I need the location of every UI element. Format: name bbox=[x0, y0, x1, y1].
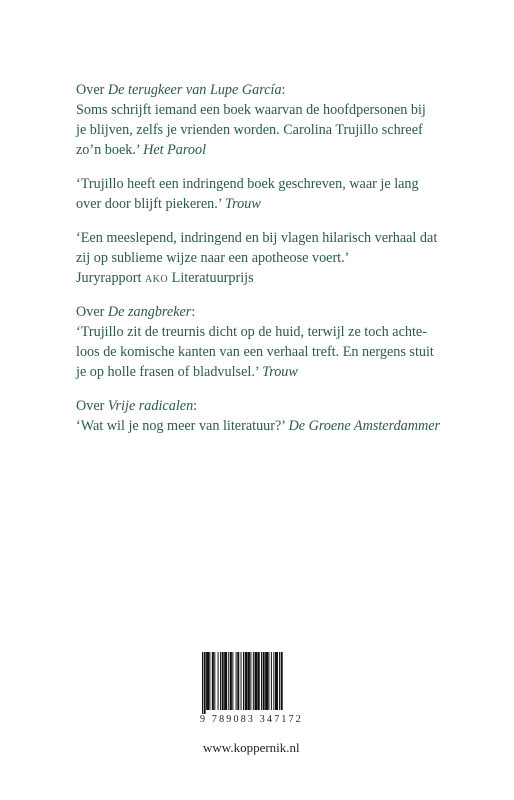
quote-line-with-source bbox=[76, 362, 496, 382]
quote-line: ‘Een meeslepend, indringend en bij vlagen hilarisch verhaal dat bbox=[76, 230, 438, 246]
quote-line: loos de komische kanten van een verhaal treft. En nergens stuit bbox=[76, 344, 434, 360]
quote-line: over door blijft piekeren.’ bbox=[76, 196, 222, 212]
quote-line: zij op sublieme wijze naar een apotheose voert.’ bbox=[76, 250, 350, 266]
barcode-bar bbox=[261, 652, 262, 710]
barcode-bar bbox=[218, 652, 219, 710]
barcode-bar bbox=[230, 652, 232, 710]
quote-line-with-source bbox=[76, 194, 496, 214]
barcode-bar bbox=[222, 652, 224, 710]
barcode-bar bbox=[220, 652, 221, 710]
barcode-bar bbox=[281, 652, 283, 710]
barcode-bar bbox=[268, 652, 269, 710]
quote-line-with-source bbox=[76, 416, 496, 436]
barcode-bar bbox=[243, 652, 244, 710]
blurb-vrije-radicalen bbox=[76, 396, 496, 436]
isbn-barcode bbox=[200, 652, 310, 726]
barcode-bar bbox=[275, 652, 278, 710]
barcode-bar bbox=[265, 652, 268, 710]
blurb-trouw-1 bbox=[76, 174, 496, 214]
quote-line: ‘Trujillo heeft een indringend boek geschreven, waar je lang bbox=[76, 176, 419, 192]
barcode-bar bbox=[258, 652, 260, 710]
quote-source: Trouw bbox=[262, 364, 298, 380]
quote-line: je op holle frasen of bladvulsel.’ bbox=[76, 364, 259, 380]
barcode-bar bbox=[232, 652, 233, 710]
barcode-graphic bbox=[200, 652, 310, 714]
blurb-intro-colon: : bbox=[191, 304, 196, 320]
blurb-intro: Over bbox=[76, 304, 108, 320]
barcode-bar bbox=[224, 652, 227, 710]
attribution-prize-name: ako bbox=[144, 270, 169, 286]
barcode-bar bbox=[273, 652, 274, 710]
blurb-lupe-garcia bbox=[76, 80, 496, 160]
attribution-suffix: Literatuurprijs bbox=[168, 270, 254, 286]
barcode-bar bbox=[202, 652, 203, 714]
quote-line: zo’n boek.’ bbox=[76, 142, 140, 158]
barcode-bar bbox=[237, 652, 239, 710]
blurb-zangbreker bbox=[76, 302, 496, 382]
barcode-bar bbox=[279, 652, 280, 710]
blurb-jury-report bbox=[76, 228, 496, 288]
publisher-website[interactable]: www.koppernik.nl bbox=[203, 740, 300, 755]
blurb-intro: Over bbox=[76, 398, 108, 414]
quote-line-with-source bbox=[76, 140, 496, 160]
blurb-heading bbox=[76, 396, 496, 416]
barcode-bar bbox=[248, 652, 250, 710]
review-quotes bbox=[76, 80, 496, 450]
book-title: Vrije radicalen bbox=[107, 398, 194, 414]
barcode-bar bbox=[250, 652, 251, 710]
barcode-bar bbox=[254, 652, 257, 710]
barcode-bar bbox=[214, 652, 215, 710]
barcode-bar bbox=[241, 652, 242, 710]
blurb-heading bbox=[76, 302, 496, 322]
barcode-bar bbox=[209, 652, 210, 710]
quote-source: Het Parool bbox=[143, 142, 207, 158]
blurb-heading bbox=[76, 80, 496, 100]
barcode-bar bbox=[236, 652, 237, 710]
isbn-number: 9 789083 347172 bbox=[200, 714, 303, 725]
blurb-intro: Over bbox=[76, 82, 108, 98]
quote-attribution bbox=[76, 268, 496, 288]
barcode-bar bbox=[204, 652, 206, 714]
book-title: De terugkeer van Lupe García bbox=[107, 82, 282, 98]
barcode-bar bbox=[206, 652, 209, 710]
quote-source: Trouw bbox=[225, 196, 261, 212]
quote-line: Soms schrijft iemand een boek waarvan de hoofdpersonen bij bbox=[76, 102, 426, 118]
barcode-bar bbox=[245, 652, 248, 710]
book-title: De zangbreker bbox=[107, 304, 192, 320]
quote-line: je blijven, zelfs je vrienden worden. Carolina Trujillo schreef bbox=[76, 122, 423, 138]
barcode-bar bbox=[253, 652, 254, 710]
barcode-bar bbox=[271, 652, 272, 710]
quote-source: De Groene Amsterdammer bbox=[288, 418, 441, 434]
barcode-bar bbox=[212, 652, 214, 710]
blurb-intro-colon: : bbox=[281, 82, 286, 98]
barcode-bar bbox=[228, 652, 229, 710]
quote-line: ‘Trujillo zit de treurnis dicht op de huid, terwijl ze toch achte- bbox=[76, 324, 427, 340]
blurb-intro-colon: : bbox=[193, 398, 198, 414]
attribution-prefix: Juryrapport bbox=[76, 270, 145, 286]
quote-line: ‘Wat wil je nog meer van literatuur?’ bbox=[76, 418, 285, 434]
barcode-bar bbox=[263, 652, 265, 710]
